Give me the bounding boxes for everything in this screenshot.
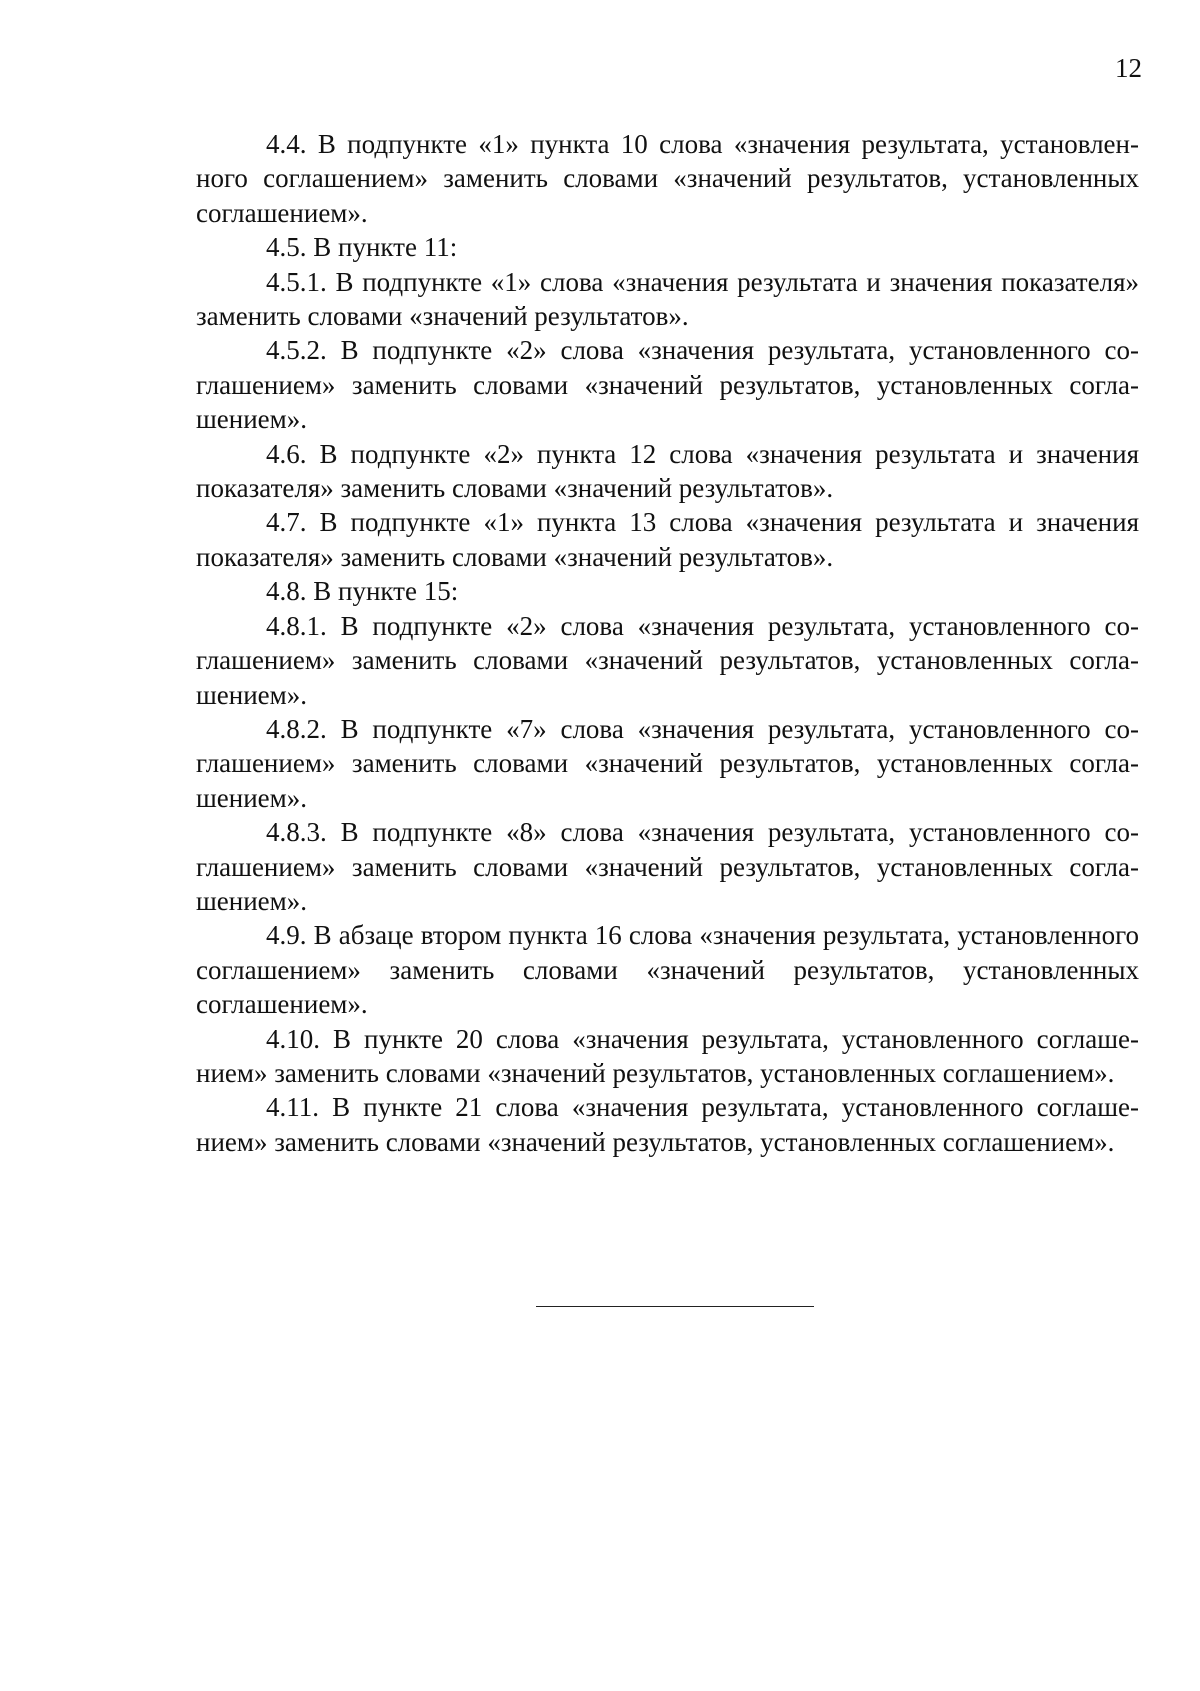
document-body <box>196 127 1139 1159</box>
end-separator-line <box>536 1306 814 1307</box>
paragraph-4-11: 4.11. В пункте 21 слова «значения результата, установленного соглашением» заменить словами «значений результатов, установленных соглашением». <box>196 1092 1139 1157</box>
paragraph-4-8-1: 4.8.1. В подпункте «2» слова «значения результата, установленного соглашением» заменить словами «значений результатов, установленных соглашением». <box>196 610 1139 710</box>
paragraph-4-8-3: 4.8.3. В подпункте «8» слова «значения результата, установленного соглашением» заменить словами «значений результатов, установленных соглашением». <box>196 817 1139 916</box>
page-number: 12 <box>1115 53 1142 83</box>
paragraph-4-8-2: 4.8.2. В подпункте «7» слова «значения результата, установленного соглашением» заменить словами «значений результатов, установленных соглашением». <box>196 713 1139 813</box>
paragraph-4-10: 4.10. В пункте 20 слова «значения результата, установленного соглашением» заменить словами «значений результатов, установленных соглашением». <box>196 1023 1139 1088</box>
paragraph-4-5-1: 4.5.1. В подпункте «1» слова «значения результата и значения показателя» заменить словами «значений результатов». <box>196 266 1139 332</box>
paragraph-4-9: 4.9. В абзаце втором пункта 16 слова «значения результата, установленного соглашением» заменить словами «значений результатов, установленных соглашением». <box>196 920 1139 1020</box>
paragraph-4-5: 4.5. В пункте 11: <box>266 232 458 263</box>
paragraph-4-4: 4.4. В подпункте «1» пункта 10 слова «значения результата, установленного соглашением» заменить словами «значений результатов, установленных соглашением». <box>196 129 1139 228</box>
paragraph-4-6: 4.6. В подпункте «2» пункта 12 слова «значения результата и значения показателя» заменить словами «значений результатов». <box>196 438 1139 504</box>
paragraph-4-5-2: 4.5.2. В подпункте «2» слова «значения результата, установленного соглашением» заменить словами «значений результатов, установленных соглашением». <box>196 335 1139 435</box>
paragraph-4-7: 4.7. В подпункте «1» пункта 13 слова «значения результата и значения показателя» заменить словами «значений результатов». <box>196 507 1139 572</box>
paragraph-4-8: 4.8. В пункте 15: <box>266 576 459 607</box>
